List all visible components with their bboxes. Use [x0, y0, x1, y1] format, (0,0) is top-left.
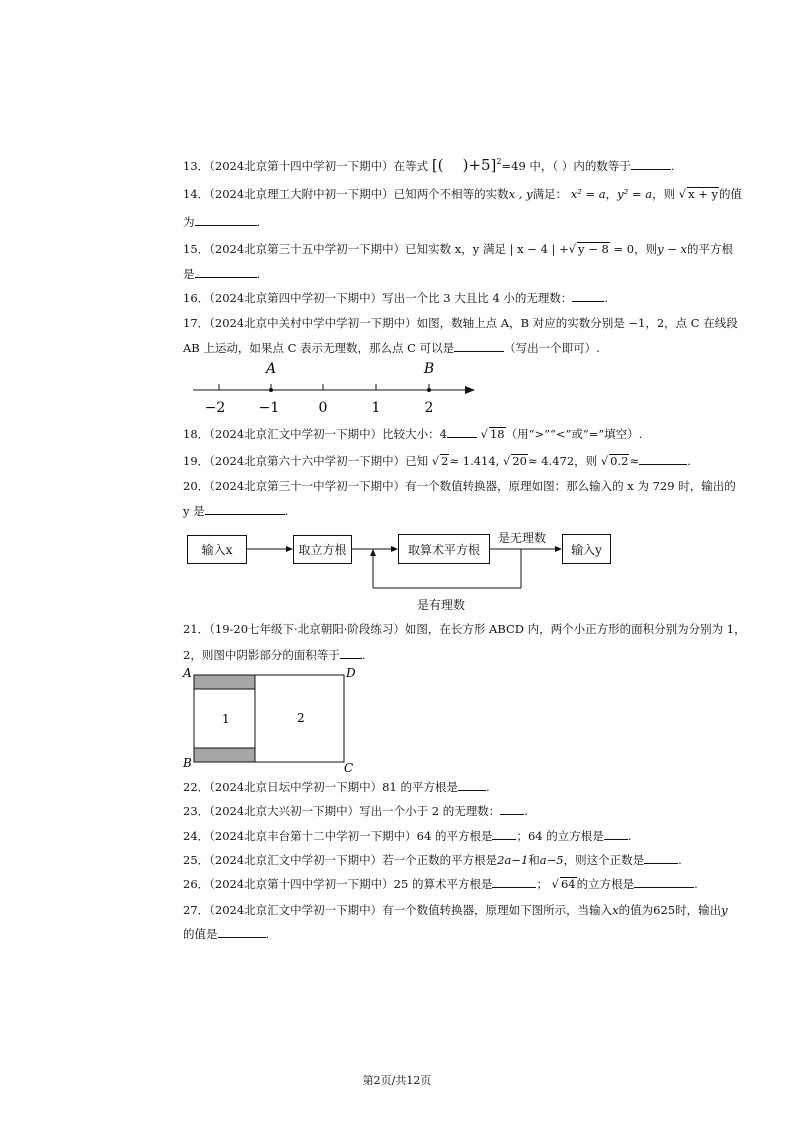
output-y-box: 输入y — [562, 534, 611, 564]
point-b-dot — [427, 388, 431, 392]
question-23: 23．（2024北京大兴初一下期中）写出一个小于 2 的无理数： . — [183, 804, 528, 818]
converter-arrows — [0, 520, 794, 620]
question-21-line2: 2，则图中阴影部分的面积等于 . — [183, 648, 366, 662]
answer-blank — [572, 291, 604, 302]
question-19: 19．（2024北京第六十六中学初一下期中）已知 √ 2≈ 1.414, √ 20≈ 4.472，则 √ 0.2≈ . — [183, 454, 691, 468]
tick-label: 0 — [318, 400, 328, 416]
answer-blank — [218, 927, 266, 938]
question-15-line2: 是 . — [183, 267, 261, 281]
question-16: 16．（2024北京第四中学初一下期中）写出一个比 3 大且比 4 小的无理数： . — [183, 291, 609, 305]
question-17: 17．（2024北京中关村中学中学初一下期中）如图，数轴上点 A，B 对应的实数分别是 −1，2，点 C 在线段 — [183, 316, 738, 330]
answer-blank — [458, 780, 486, 791]
answer-blank — [604, 829, 628, 840]
question-27: 27．（2024北京汇文中学初一下期中）有一个数值转换器，原理如下图所示，当输入x的值为625时，输出y — [183, 903, 728, 917]
answer-blank — [340, 648, 362, 659]
answer-blank — [447, 427, 477, 438]
rational-label: 是有理数 — [417, 598, 466, 612]
sqrt-box: 取算术平方根 — [398, 534, 490, 564]
arrow-right-icon — [465, 386, 475, 394]
question-14-line2: 为 . — [183, 215, 261, 229]
point-b-label: B — [423, 361, 435, 377]
answer-blank — [639, 454, 687, 465]
tick-label: 1 — [371, 400, 381, 416]
vertex-c-label: C — [344, 761, 354, 775]
shaded-region-bottom — [194, 748, 255, 762]
vertex-b-label: B — [183, 756, 192, 770]
page-footer: 第2页/共12页 — [362, 1074, 432, 1087]
tick-label: −1 — [258, 400, 280, 416]
answer-blank — [634, 877, 694, 888]
point-a-label: A — [265, 361, 277, 377]
answer-blank — [631, 159, 671, 170]
question-26: 26．（2024北京第十四中学初一下期中）25 的算术平方根是 ； √ 64的立方根是 . — [183, 877, 698, 891]
rectangle-figure — [180, 664, 360, 776]
answer-blank — [500, 804, 524, 815]
question-22: 22．（2024北京日坛中学初一下期中）81 的平方根是 . — [183, 780, 490, 794]
square-1-label: 1 — [222, 712, 230, 726]
answer-blank — [644, 853, 678, 864]
question-24: 24．（2024北京丰台第十二中学初一下期中）64 的平方根是 ；64 的立方根是 . — [183, 829, 632, 843]
question-21: 21．（19-20七年级下·北京朝阳·阶段练习）如图，在长方形 ABCD 内，两个小正方形的面积分别为分别为 1， — [183, 622, 746, 636]
bracket-expression: [( )+5] — [431, 156, 497, 174]
answer-blank — [492, 829, 516, 840]
tick-label: 2 — [424, 400, 434, 416]
question-17-line2: AB 上运动，如果点 C 表示无理数，那么点 C 可以是 （写出一个即可）. — [183, 341, 600, 355]
point-a-dot — [269, 388, 273, 392]
square-2-label: 2 — [297, 711, 305, 725]
cube-root-box: 取立方根 — [293, 535, 352, 564]
question-13: 13．（2024北京第十四中学初一下期中）在等式 [( )+5]$^2$=49 中，（ ）内的数等于 . — [183, 156, 675, 174]
input-x-box: 输入x — [187, 535, 247, 564]
answer-blank — [195, 215, 257, 226]
vertex-d-label: D — [346, 666, 356, 680]
question-25: 25．（2024北京汇文中学初一下期中）若一个正数的平方根是2a−1和a−5，则这个正数是 . — [183, 853, 682, 867]
tick-label: −2 — [204, 400, 226, 416]
question-20-line2: y 是 . — [183, 504, 289, 518]
vertex-a-label: A — [183, 666, 192, 680]
number-line-figure — [185, 358, 485, 420]
answer-blank — [454, 341, 504, 352]
question-27-line2: 的值是 . — [183, 927, 270, 941]
question-20: 20．（2024北京第三十一中学初一下期中）有一个数值转换器，原理如图：那么输入的 x 为 729 时，输出的 — [183, 479, 736, 493]
irrational-label: 是无理数 — [498, 531, 547, 545]
question-18: 18．（2024北京汇文中学初一下期中）比较大小：4 √ 18（用“>”“<”或“=”填空）. — [183, 427, 643, 441]
answer-blank — [205, 504, 285, 515]
answer-blank — [195, 267, 257, 278]
answer-blank — [492, 877, 536, 888]
shaded-region-top — [194, 675, 255, 689]
question-15: 15．（2024北京第三十五中学初一下期中）已知实数 x，y 满足 | x − 4 | +√ y − 8 = 0，则y − x的平方根 — [183, 242, 734, 256]
question-14: 14．（2024北京理工大附中初一下期中）已知两个不相等的实数x , y满足： x² = a，y² = a，则 √ x + y的值 — [183, 187, 743, 201]
